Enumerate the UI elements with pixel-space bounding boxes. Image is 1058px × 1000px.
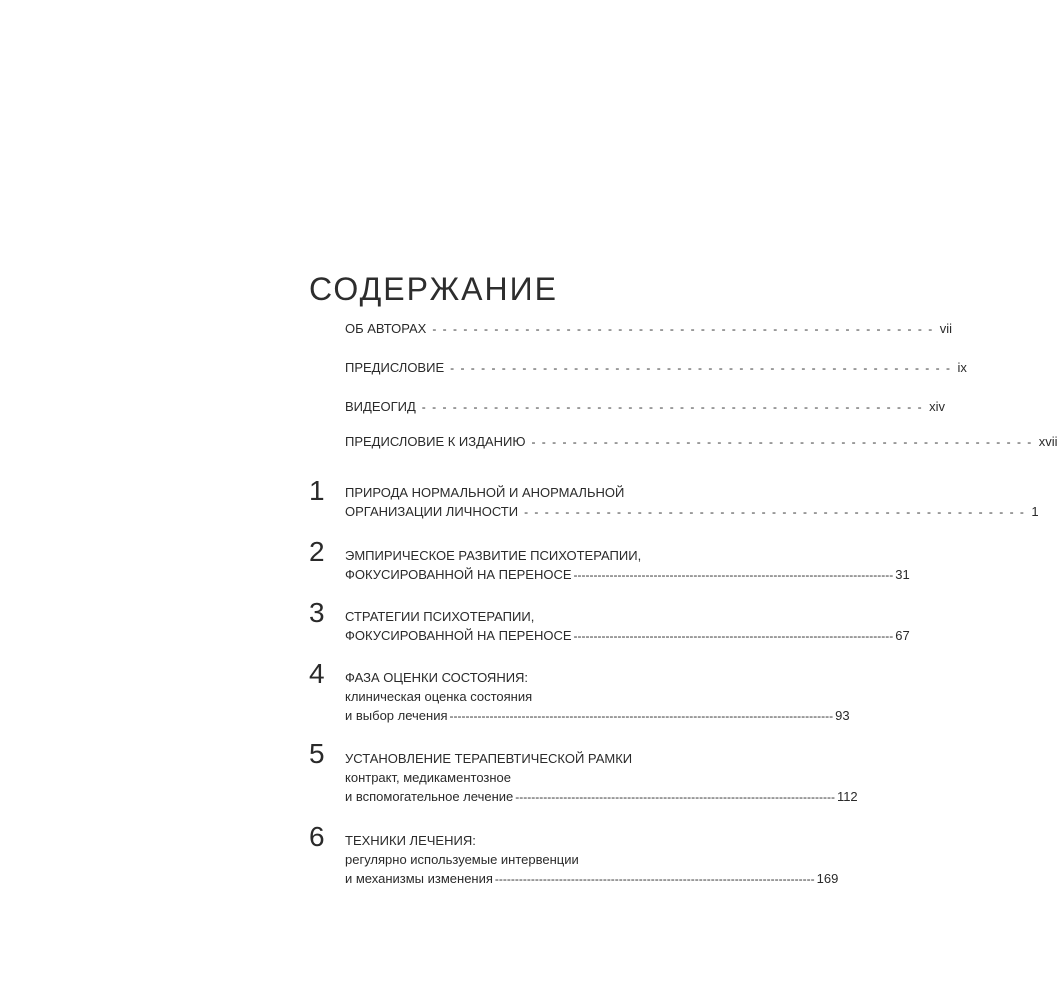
toc-page-number: ix	[957, 360, 967, 375]
dot-leader: - - - - - - - - - - - - - - - - - - - - - - - - - - - - - - - - - - - - - - - - - - - - - - - - -	[421, 400, 924, 414]
toc-entry-label: ПРЕДИСЛОВИЕ	[345, 360, 445, 375]
chapter-title-last-line: и выбор лечения	[345, 708, 448, 723]
toc-page-number: 31	[895, 567, 910, 582]
dot-leader: --------------------------------------------------------------------------------	[573, 568, 894, 582]
chapter-subtitle-line: клиническая оценка состояния	[345, 689, 533, 704]
toc-chapter-5[interactable]	[345, 749, 858, 807]
page-title: СОДЕРЖАНИЕ	[309, 271, 558, 307]
toc-page-number: xvii	[1038, 434, 1058, 449]
chapter-title-last-line: ФОКУСИРОВАННОЙ НА ПЕРЕНОСЕ	[345, 628, 572, 643]
chapter-number: 4	[309, 658, 325, 689]
chapter-title-line: ФАЗА ОЦЕНКИ СОСТОЯНИЯ:	[345, 670, 529, 685]
toc-page-number: 93	[835, 708, 850, 723]
dot-leader: --------------------------------------------------------------------------------	[573, 629, 894, 643]
chapter-subtitle-line: регулярно используемые интервенции	[345, 852, 579, 867]
dot-leader: --------------------------------------------------------------------------------	[494, 872, 815, 886]
toc-entry-video-guide[interactable]	[345, 397, 946, 417]
toc-page-number: vii	[939, 321, 952, 336]
chapter-number: 2	[309, 536, 325, 567]
toc-chapter-2[interactable]	[345, 546, 910, 585]
dot-leader: ------------------------------------------------------------------------------------------------	[449, 709, 834, 723]
dot-leader: - - - - - - - - - - - - - - - - - - - - - - - - - - - - - - - - - - - - - - - - - - - - - - - - -	[450, 361, 952, 375]
dot-leader: - - - - - - - - - - - - - - - - - - - - - - - - - - - - - - - - - - - - - - - - - - - - - - - - -	[524, 505, 1026, 519]
chapter-title-line: СТРАТЕГИИ ПСИХОТЕРАПИИ,	[345, 609, 535, 624]
toc-entry-label: ПРЕДИСЛОВИЕ К ИЗДАНИЮ	[345, 434, 526, 449]
chapter-title-last-line: и вспомогательное лечение	[345, 789, 514, 804]
chapter-title-line: УСТАНОВЛЕНИЕ ТЕРАПЕВТИЧЕСКОЙ РАМКИ	[345, 751, 633, 766]
chapter-title-line: ТЕХНИКИ ЛЕЧЕНИЯ:	[345, 833, 476, 848]
chapter-title-line: ЭМПИРИЧЕСКОЕ РАЗВИТИЕ ПСИХОТЕРАПИИ,	[345, 548, 642, 563]
chapter-title-last-line: и механизмы изменения	[345, 871, 493, 886]
toc-chapter-6[interactable]	[345, 831, 839, 889]
toc-page-number: xiv	[929, 399, 946, 414]
toc-chapter-4[interactable]	[345, 668, 850, 726]
toc-page-number: 67	[895, 628, 910, 643]
chapter-number: 5	[309, 738, 325, 769]
chapter-title-last-line: ОРГАНИЗАЦИИ ЛИЧНОСТИ	[345, 504, 519, 519]
toc-chapter-3[interactable]	[345, 607, 910, 646]
toc-entry-edition-preface[interactable]	[345, 432, 1058, 452]
chapter-number: 6	[309, 821, 325, 852]
dot-leader: - - - - - - - - - - - - - - - - - - - - - - - - - - - - - - - - - - - - - - - - - - - - - - - - -	[531, 435, 1033, 449]
toc-entry-label: ОБ АВТОРАХ	[345, 321, 427, 336]
dot-leader: - - - - - - - - - - - - - - - - - - - - - - - - - - - - - - - - - - - - - - - - - - - - - - - - -	[432, 322, 934, 336]
chapter-number: 3	[309, 597, 325, 628]
toc-entry-about-authors[interactable]	[345, 319, 952, 339]
toc-entry-preface[interactable]	[345, 358, 967, 378]
toc-page-number: 112	[836, 789, 858, 804]
chapter-title-line: ПРИРОДА НОРМАЛЬНОЙ И АНОРМАЛЬНОЙ	[345, 485, 625, 500]
toc-page-number: 169	[816, 871, 839, 886]
toc-page-number: 1	[1031, 504, 1039, 519]
toc-entry-label: ВИДЕОГИД	[345, 399, 416, 414]
toc-chapter-1[interactable]	[345, 483, 1039, 522]
chapter-number: 1	[309, 475, 325, 506]
dot-leader: --------------------------------------------------------------------------------	[515, 790, 835, 804]
chapter-subtitle-line: контракт, медикаментозное	[345, 770, 511, 785]
chapter-title-last-line: ФОКУСИРОВАННОЙ НА ПЕРЕНОСЕ	[345, 567, 572, 582]
